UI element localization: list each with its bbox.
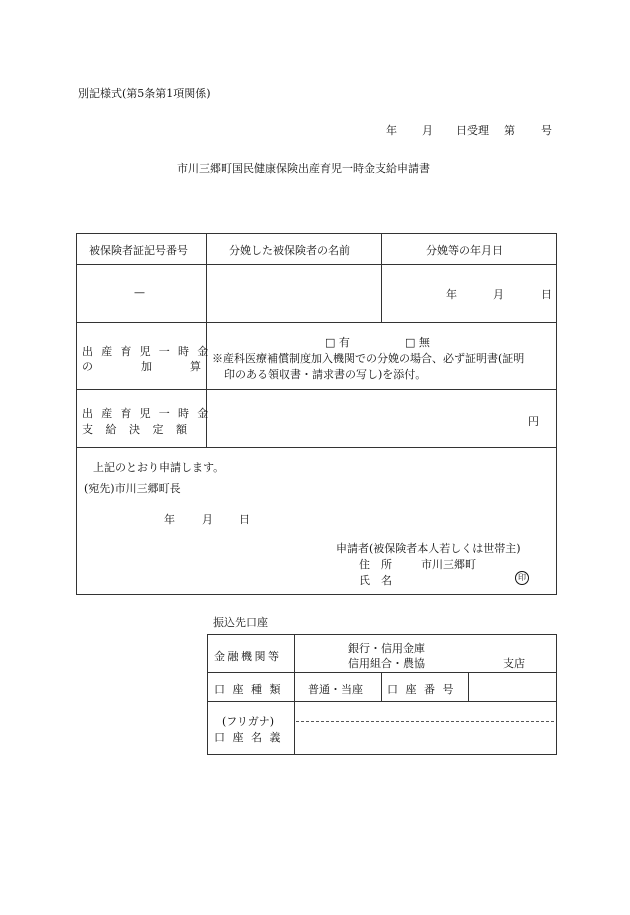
bank-section-title: 振込先口座 <box>213 616 268 629</box>
decision-label-line1: 出産育児一時金 <box>82 407 217 420</box>
receipt-no-prefix: 第 <box>504 124 515 137</box>
applicant-label: 申請者(被保険者本人若しくは世帯主) <box>336 542 521 555</box>
insured-name-field[interactable] <box>207 265 380 321</box>
institution-label: 金融機関等 <box>214 650 282 663</box>
address-value[interactable]: 市川三郷町 <box>421 558 476 571</box>
furigana-divider <box>296 721 554 722</box>
addition-note-line1: ※産科医療補償制度加入機関での分娩の場合、必ず証明書(証明 <box>212 352 525 365</box>
style-reference: 別記様式(第5条第1項関係) <box>78 87 211 100</box>
applicant-name-field[interactable] <box>400 570 510 586</box>
application-month[interactable]: 月 <box>202 513 213 526</box>
header-insurance-number: 被保険者証記号番号 <box>89 244 188 257</box>
account-number-label: 口座番号 <box>387 683 461 696</box>
addition-no-checkbox[interactable]: □ 無 <box>405 336 430 349</box>
delivery-date-day[interactable]: 日 <box>541 288 552 301</box>
addition-label-san: 算 <box>190 360 201 373</box>
receipt-month: 月 <box>422 124 433 137</box>
account-name-label: 口座名義 <box>214 731 288 744</box>
seal-mark: 印 <box>515 571 529 585</box>
receipt-year: 年 <box>386 124 397 137</box>
application-day[interactable]: 日 <box>239 513 250 526</box>
bank-table-divider <box>381 672 382 701</box>
addition-note-line2: 印のある領収書・請求書の写し)を添付。 <box>224 368 427 381</box>
furigana-label: (フリガナ) <box>222 715 275 728</box>
header-insured-name: 分娩した被保険者の名前 <box>229 244 350 257</box>
bank-table-divider <box>207 701 557 702</box>
receipt-no-suffix: 号 <box>541 124 552 137</box>
account-type-value[interactable]: 普通・当座 <box>308 683 363 696</box>
delivery-date-year[interactable]: 年 <box>446 288 457 301</box>
table-divider <box>76 447 557 448</box>
addition-label-line1: 出産育児一時金 <box>82 345 217 358</box>
table-divider <box>76 322 557 323</box>
address-label: 住 所 <box>359 558 392 571</box>
institution-option-union[interactable]: 信用組合・農協 <box>348 657 425 670</box>
institution-option-bank[interactable]: 銀行・信用金庫 <box>348 642 425 655</box>
delivery-date-month[interactable]: 月 <box>493 288 504 301</box>
account-number-field[interactable] <box>469 673 556 700</box>
header-delivery-date: 分娩等の年月日 <box>426 244 503 257</box>
decision-unit-yen: 円 <box>528 415 539 428</box>
branch-label: 支店 <box>503 657 525 670</box>
bank-table-divider <box>294 634 295 755</box>
receipt-day-received: 日受理 <box>456 124 489 137</box>
decision-amount-field[interactable] <box>207 390 537 446</box>
decision-label-line2: 支給決定額 <box>82 423 200 436</box>
account-name-furigana-field[interactable] <box>296 703 554 719</box>
account-name-field[interactable] <box>296 724 554 753</box>
account-type-label: 口座種類 <box>214 683 288 696</box>
application-year[interactable]: 年 <box>164 513 175 526</box>
insurance-number-field[interactable]: — <box>134 286 145 299</box>
addition-label-ka: 加 <box>141 360 152 373</box>
addition-label-no: の <box>82 360 93 373</box>
form-title: 市川三郷町国民健康保険出産育児一時金支給申請書 <box>177 162 430 175</box>
addition-yes-checkbox[interactable]: □ 有 <box>325 336 350 349</box>
name-label: 氏 名 <box>359 574 392 587</box>
table-divider <box>381 233 382 322</box>
addressee: (宛先)市川三郷町長 <box>84 482 181 495</box>
application-statement: 上記のとおり申請します。 <box>93 461 225 474</box>
